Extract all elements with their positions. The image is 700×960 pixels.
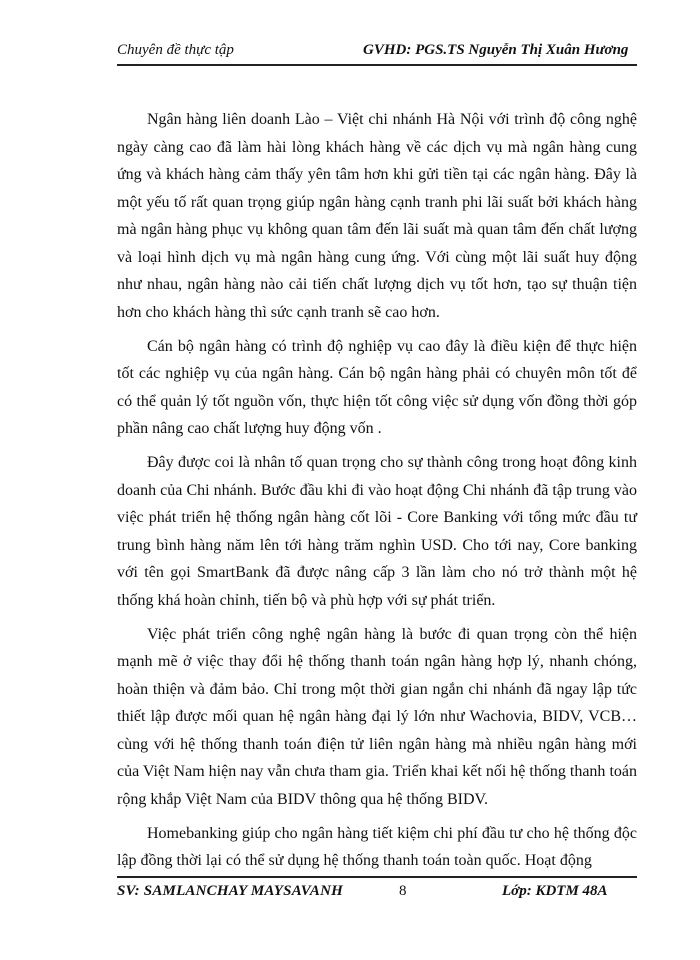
paragraph: Ngân hàng liên doanh Lào – Việt chi nhánh Hà Nội với trình độ công nghệ ngày càng cao đã làm hài lòng khách hàng về các dịch vụ mà ngân hàng cung ứng và khách hàng cảm thấy yên tâm hơn khi gửi tiền tại các ngân hàng. Đây là một yếu tố rất quan trọng giúp ngân hàng cạnh tranh phi lãi suất bởi khách hàng mà ngân hàng phục vụ không quan tâm đến lãi suất mà quan tâm đến chất lượng và loại hình dịch vụ mà ngân hàng cung ứng. Với cùng một lãi suất huy động như nhau, ngân hàng nào cải tiến chất lượng dịch vụ tốt hơn, tạo sự thuận tiện hơn cho khách hàng thì sức cạnh tranh sẽ cao hơn. [117, 111, 637, 321]
header-supervisor: GVHD: PGS.TS Nguyễn Thị Xuân Hương [363, 42, 629, 58]
paragraph: Đây được coi là nhân tố quan trọng cho sự thành công trong hoạt đông kinh doanh của Chi nhánh. Bước đầu khi đi vào hoạt động Chi nhánh đã tập trung vào việc phát triển hệ thống ngân hàng cốt lõi - Core Banking với tổng mức đầu tư trung bình hàng năm lên tới hàng trăm nghìn USD. Cho tới nay, Core banking với tên gọi SmartBank đã được nâng cấp 3 lần làm cho nó trở thành một hệ thống khá hoàn chỉnh, tiến bộ và phù hợp với sự phát triển. [117, 454, 637, 609]
page-number: 8 [399, 883, 407, 899]
page-footer [117, 876, 637, 904]
paragraph: Homebanking giúp cho ngân hàng tiết kiệm chi phí đầu tư cho hệ thống độc lập đồng thời lại có thể sử dụng hệ thống thanh toán toàn quốc. Hoạt động [117, 824, 637, 869]
paragraph: Việc phát triển công nghệ ngân hàng là bước đi quan trọng còn thể hiện mạnh mẽ ở việc thay đổi hệ thống thanh toán ngân hàng hợp lý, nhanh chóng, hoàn thiện và đảm bảo. Chỉ trong một thời gian ngắn chi nhánh đã ngay lập tức thiết lập được mối quan hệ ngân hàng đại lý lớn như Wachovia, BIDV, VCB…cùng với hệ thống thanh toán điện tử liên ngân hàng mà nhiều ngân hàng mới của Việt Nam hiện nay vẫn chưa tham gia. Triển khai kết nối hệ thống thanh toán rộng khắp Việt Nam của BIDV thông qua hệ thống BIDV. [117, 625, 637, 808]
document-body [117, 106, 637, 875]
header-topic: Chuyên đề thực tập [117, 42, 234, 58]
paragraph: Cán bộ ngân hàng có trình độ nghiệp vụ cao đây là điều kiện để thực hiện tốt các nghiệp vụ của ngân hàng. Cán bộ ngân hàng phải có chuyên môn tốt để có thể quản lý tốt nguồn vốn, thực hiện tốt công việc sử dụng vốn đồng thời góp phần nâng cao chất lượng huy động vốn . [117, 337, 637, 437]
page-header [117, 40, 637, 66]
footer-student: SV: SAMLANCHAY MAYSAVANH [117, 883, 343, 899]
footer-class: Lớp: KDTM 48A [502, 883, 608, 899]
